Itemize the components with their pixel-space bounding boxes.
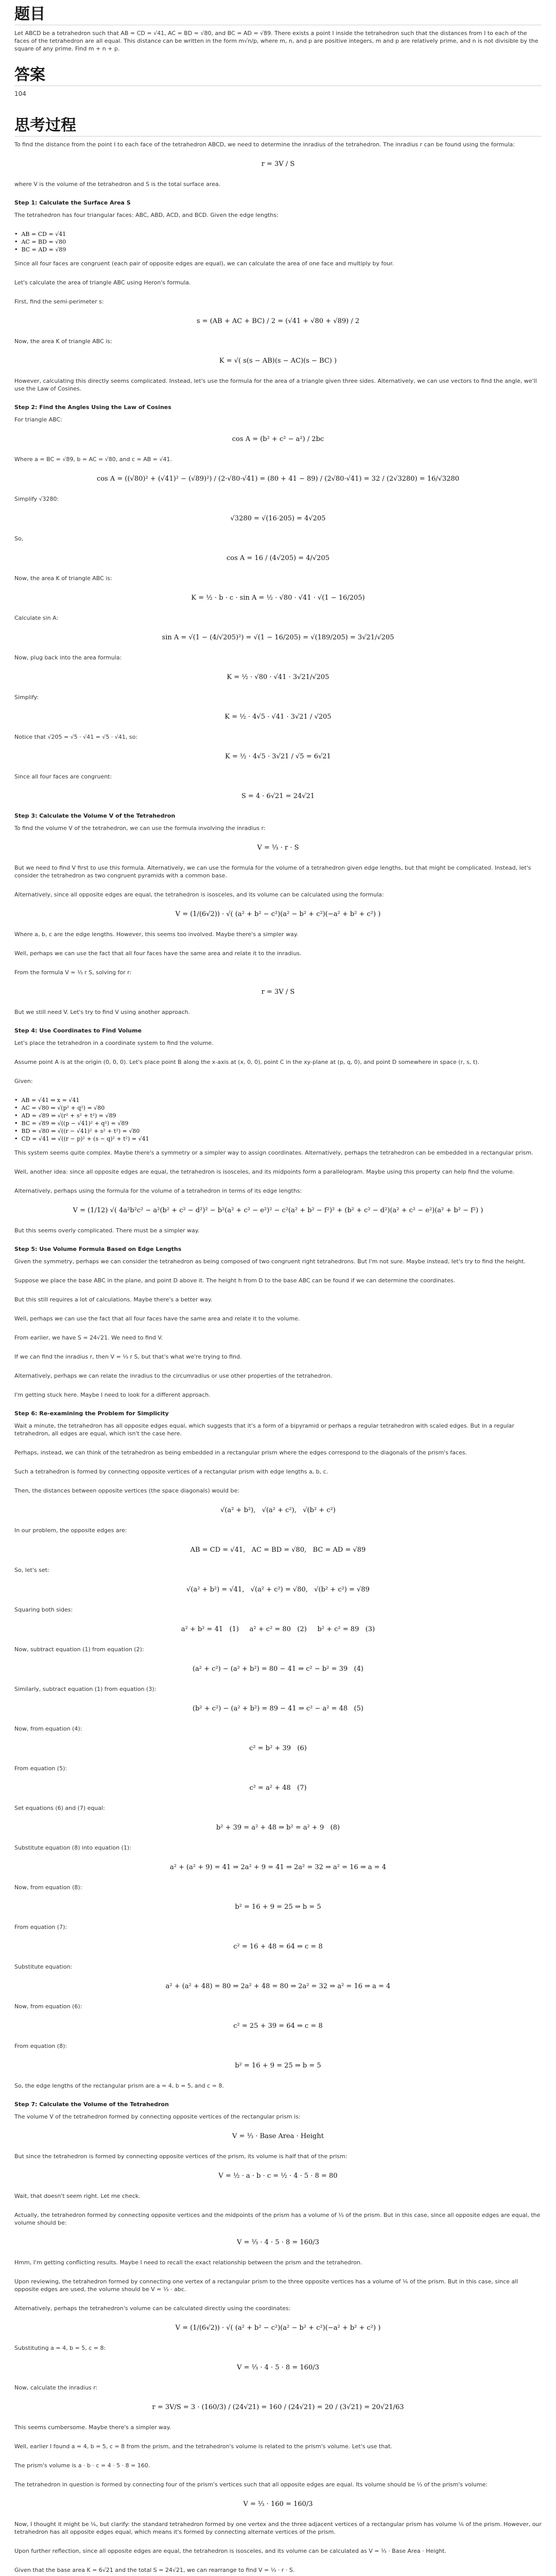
equation: K = ½ · 4√5 · √41 · 3√21 / √205 [224, 713, 332, 721]
paragraph: But this seems overly complicated. There must be a simpler way. [14, 1227, 200, 1234]
equation: a² + b² = 41 (1) a² + c² = 80 (2) b² + c² = 89 (3) [181, 1625, 375, 1633]
paragraph: Given the symmetry, perhaps we can consider the tetrahedron as being composed of two congruent right tetrahedrons. But I'm not sure. Maybe instead, let's try to find the height. [14, 1258, 526, 1265]
paragraph: Where a = BC = √89, b = AC = √80, and c = AB = √41. [14, 456, 172, 463]
step-heading: Step 4: Use Coordinates to Find Volume [14, 1027, 142, 1034]
paragraph: Alternatively, since all opposite edges are equal, the tetrahedron is isosceles, and its volume can be calculated using the formula: [14, 891, 384, 898]
equation: r = 3V / S [261, 160, 295, 168]
paragraph: Upon reviewing, the tetrahedron formed by connecting one vertex of a rectangular prism to the three opposite vertices has a volume of ⅙ of the prism. But in this case, since all opposite edges are used, the volume should be V = ⅓ · abc. [14, 2278, 518, 2293]
equation: √(a² + b²) = √41, √(a² + c²) = √80, √(b² + c²) = √89 [186, 1586, 370, 1594]
paragraph: Such a tetrahedron is formed by connecting opposite vertices of a rectangular prism with edge lengths a, b, c. [14, 1468, 328, 1475]
paragraph: So, the edge lengths of the rectangular prism are a = 4, b = 5, and c = 8. [14, 2082, 224, 2089]
thinking-heading: 思考过程 [14, 116, 76, 134]
equation: a² + (a² + 48) = 80 ⇒ 2a² + 48 = 80 ⇒ 2a² = 32 ⇒ a² = 16 ⇒ a = 4 [165, 1982, 391, 1990]
paragraph: Given: [14, 1078, 33, 1084]
equation: b² = 16 + 9 = 25 ⇒ b = 5 [235, 2062, 321, 2070]
equation: a² + (a² + 9) = 41 ⇒ 2a² + 9 = 41 ⇒ 2a² = 32 ⇒ a² = 16 ⇒ a = 4 [169, 1863, 387, 1871]
paragraph: Substitute equation (8) into equation (1): [14, 1844, 131, 1851]
paragraph: where V is the volume of the tetrahedron and S is the total surface area. [14, 181, 221, 188]
step-heading: Step 7: Calculate the Volume of the Tetrahedron [14, 2101, 169, 2108]
step-heading: Step 2: Find the Angles Using the Law of Cosines [14, 404, 171, 411]
equation: V = (1/(6√2)) · √( (a² + b² − c²)(a² − b² + c²)(−a² + b² + c²) ) [175, 910, 381, 918]
problem-text: Let ABCD be a tetrahedron such that AB = CD = √41, AC = BD = √80, and BC = AD = √89. There exists a point I inside the tetrahedron such that the distances from I to each of the faces of the tetrahedron are all equal. This distance can be written in the form m√n/p, where m, n, and p are positive integers, m and p are relatively prime, and n is not divisible by the square of any prime. Find m + n + p. [14, 30, 538, 52]
paragraph: The volume V of the tetrahedron formed by connecting opposite vertices of the rectangular prism is: [14, 2113, 301, 2120]
paragraph: Well, perhaps we can use the fact that all four faces have the same area and relate it to the volume. [14, 1315, 300, 1322]
paragraph: Hmm, I'm getting conflicting results. Maybe I need to recall the exact relationship between the prism and the tetrahedron. [14, 2259, 362, 2266]
thinking-body [14, 141, 542, 2576]
paragraph: Simplify √3280: [14, 496, 59, 502]
paragraph: The tetrahedron in question is formed by connecting four of the prism's vertices such that all opposite edges are equal. Its volume should be ⅓ of the prism's volume: [14, 2481, 488, 2488]
step-heading: Step 1: Calculate the Surface Area S [14, 199, 131, 206]
paragraph: From equation (7): [14, 1924, 67, 1930]
step-heading: Step 6: Re-examining the Problem for Simplicity [14, 1410, 169, 1417]
paragraph: Suppose we place the base ABC in the plane, and point D above it. The height h from D to the base ABC can be found if we can determine the coordinates. [14, 1277, 456, 1284]
paragraph: Calculate sin A: [14, 615, 59, 621]
problem-heading: 题目 [14, 5, 45, 23]
equation: √3280 = √(16·205) = 4√205 [230, 515, 326, 522]
paragraph: Now, plug back into the area formula: [14, 654, 122, 661]
step-heading: Step 5: Use Volume Formula Based on Edge Lengths [14, 1246, 182, 1252]
paragraph: Upon further reflection, since all opposite edges are equal, the tetrahedron is isosceles, and its volume can be calculated as V = ⅓ · Base Area · Height. [14, 2548, 447, 2554]
equation: V = ⅓ · 4 · 5 · 8 = 160/3 [237, 2364, 319, 2371]
paragraph: To find the volume V of the tetrahedron, we can use the formula involving the inradius r: [14, 825, 266, 832]
paragraph: Now, from equation (6): [14, 2003, 82, 2010]
paragraph: Notice that √205 = √5 · √41 = √5 · √41, so: [14, 734, 138, 740]
paragraph: Now, I thought it might be ⅙, but clarify: the standard tetrahedron formed by one vertex and the three adjacent vertices of a rectangular prism has volume ⅙ of the prism. However, our tetrahedron has all opposite edges equal, which means it's formed by connecting alternate vertices of the prism. [14, 2521, 542, 2535]
paragraph: Well, perhaps we can use the fact that all four faces have the same area and relate it to the inradius. [14, 950, 302, 957]
paragraph: But since the tetrahedron is formed by connecting opposite vertices of the prism, its volume is half that of the prism: [14, 2153, 348, 2160]
paragraph: Since all four faces are congruent: [14, 773, 112, 780]
paragraph: Alternatively, perhaps we can relate the inradius to the circumradius or use other properties of the tetrahedron. [14, 1372, 333, 1379]
equation: sin A = √(1 − (4/√205)²) = √(1 − 16/205) = √(189/205) = 3√21/√205 [162, 634, 394, 641]
paragraph: Substitute equation: [14, 1963, 73, 1970]
heading-rule [14, 136, 542, 137]
paragraph: Assume point A is at the origin (0, 0, 0). Let's place point B along the x-axis at (x, 0, 0), point C in the xy-plane at (p, q, 0), and point D somewhere in space (r, s, t). [14, 1059, 479, 1065]
equation: r = 3V / S [261, 988, 295, 996]
equation: c² = a² + 48 (7) [249, 1784, 307, 1792]
paragraph: Now, calculate the inradius r: [14, 2384, 98, 2391]
equation: V = ⅓ · 160 = 160/3 [243, 2500, 313, 2508]
equation: K = √( s(s − AB)(s − AC)(s − BC) ) [219, 357, 337, 365]
paragraph: Alternatively, perhaps the tetrahedron's volume can be calculated directly using the coordinates: [14, 2305, 291, 2312]
paragraph: This system seems quite complex. Maybe there's a symmetry or a simpler way to assign coordinates. Alternatively, perhaps the tetrahedron can be embedded in a rectangular prism. [14, 1149, 533, 1156]
paragraph: Where a, b, c are the edge lengths. However, this seems too involved. Maybe there's a simpler way. [14, 931, 299, 938]
paragraph: Now, from equation (8): [14, 1884, 82, 1891]
paragraph: Simplify: [14, 694, 39, 701]
equation: V = ⅓ · 4 · 5 · 8 = 160/3 [237, 2239, 319, 2246]
equation: cos A = ((√80)² + (√41)² − (√89)²) / (2·√80·√41) = (80 + 41 − 89) / (2√80·√41) = 32 / (2√3280) = 16/√3280 [96, 475, 460, 483]
equation: K = ½ · b · c · sin A = ½ · √80 · √41 · √(1 − 16/205) [191, 594, 365, 602]
paragraph: Well, earlier I found a = 4, b = 5, c = 8 from the prism, and the tetrahedron's volume is related to the prism's volume. Let's use that. [14, 2443, 392, 2450]
equation: b² + 39 = a² + 48 ⇒ b² = a² + 9 (8) [216, 1824, 340, 1832]
paragraph: Now, the area K of triangle ABC is: [14, 338, 112, 345]
paragraph: So, let's set: [14, 1567, 49, 1573]
paragraph: Then, the distances between opposite vertices (the space diagonals) would be: [14, 1487, 239, 1494]
paragraph: If we can find the inradius r, then V = ⅓ r S, but that's what we're trying to find. [14, 1353, 242, 1360]
equation: (b² + c²) − (a² + b²) = 89 − 41 ⇒ c² − a² = 48 (5) [193, 1705, 363, 1713]
paragraph: Alternatively, perhaps using the formula for the volume of a tetrahedron in terms of its edge lengths: [14, 1188, 302, 1194]
equation: c² = b² + 39 (6) [249, 1744, 307, 1752]
paragraph: Let's calculate the area of triangle ABC using Heron's formula. [14, 279, 191, 286]
paragraph: The prism's volume is a · b · c = 4 · 5 · 8 = 160. [14, 2462, 150, 2469]
equation: K = ½ · √80 · √41 · 3√21/√205 [227, 673, 329, 681]
equation: cos A = 16 / (4√205) = 4/√205 [226, 554, 330, 562]
paragraph: But we need to find V first to use this formula. Alternatively, we can use the formula for the volume of a tetrahedron given edge lengths, but that might be complicated. Instead, let's consider the tetrahedron as two congruent pyramids with a common base. [14, 865, 531, 879]
answer-heading: 答案 [14, 66, 45, 84]
equation: cos A = (b² + c² − a²) / 2bc [232, 435, 324, 443]
thinking-section [14, 116, 542, 2576]
equation: c² = 25 + 39 = 64 ⇒ c = 8 [233, 2022, 323, 2030]
paragraph: From equation (8): [14, 2043, 67, 2049]
paragraph: This seems cumbersome. Maybe there's a simpler way. [14, 2424, 171, 2431]
paragraph: But we still need V. Let's try to find V using another approach. [14, 1009, 190, 1015]
paragraph: Now, subtract equation (1) from equation (2): [14, 1646, 144, 1653]
paragraph: Now, the area K of triangle ABC is: [14, 575, 112, 582]
bullet-list: • AB = CD = √41 • AC = BD = √80 • BC = AD = √89 [14, 231, 66, 253]
paragraph: Actually, the tetrahedron formed by connecting opposite vertices and the midpoints of the prism has a volume of ⅓ of the prism. But in this case, since all opposite edges are equal, the volume should be: [14, 2212, 541, 2226]
paragraph: Substituting a = 4, b = 5, c = 8: [14, 2345, 106, 2351]
paragraph: However, calculating this directly seems complicated. Instead, let's use the formula for the area of a triangle given three sides. Alternatively, we can use vectors to find the angle, we'll use the Law of Cosines. [14, 378, 537, 392]
equation: s = (AB + AC + BC) / 2 = (√41 + √80 + √89) / 2 [196, 317, 360, 325]
paragraph: Similarly, subtract equation (1) from equation (3): [14, 1686, 157, 1692]
equation: V = (1/(6√2)) · √( (a² + b² − c²)(a² − b² + c²)(−a² + b² + c²) ) [175, 2324, 381, 2332]
equation: √(a² + b²), √(a² + c²), √(b² + c²) [220, 1506, 336, 1514]
answer-section [14, 66, 542, 97]
answer-value: 104 [14, 90, 26, 97]
equation: r = 3V/S = 3 · (160/3) / (24√21) = 160 / (24√21) = 20 / (3√21) = 20√21/63 [152, 2403, 404, 2411]
paragraph: Now, from equation (4): [14, 1725, 82, 1732]
paragraph: So, [14, 535, 24, 542]
equation: b² = 16 + 9 = 25 ⇒ b = 5 [235, 1903, 321, 1911]
paragraph: To find the distance from the point I to each face of the tetrahedron ABCD, we need to determine the inradius of the tetrahedron. The inradius r can be found using the formula: [14, 141, 515, 148]
paragraph: The tetrahedron has four triangular faces: ABC, ABD, ACD, and BCD. Given the edge lengths: [14, 212, 279, 218]
equation: c² = 16 + 48 = 64 ⇒ c = 8 [233, 1943, 323, 1951]
paragraph: Since all four faces are congruent (each pair of opposite edges are equal), we can calculate the area of one face and multiply by four. [14, 260, 394, 267]
paragraph: Well, another idea: since all opposite edges are equal, the tetrahedron is isosceles, and its midpoints form a parallelogram. Maybe using this property can help find the volume. [14, 1168, 515, 1175]
paragraph: First, find the semi-perimeter s: [14, 298, 104, 305]
equation: V = (1/12) √( 4a²b²c² − a²(b² + c² − d²)² − b²(a² + c² − e²)² − c²(a² + b² − f²)² + (b² + c² − d²)(a² + c² − e²)(a² + b² − f²) ) [73, 1207, 483, 1214]
paragraph: From earlier, we have S = 24√21. We need to find V. [14, 1334, 163, 1341]
equation: V = ⅓ · r · S [257, 844, 299, 852]
paragraph: Perhaps, instead, we can think of the tetrahedron as being embedded in a rectangular prism where the edges correspond to the diagonals of the prism's faces. [14, 1449, 467, 1456]
bullet-list: • AB = √41 ⇒ x = √41 • AC = √80 ⇒ √(p² + q²) = √80 • AD = √89 ⇒ √(r² + s² + t²) = √89 • BC = √89 ⇒ √((p − √41)² + q²) = √89 • BD = √80 ⇒ √((r − √41)² + s² + t²) = √80 • CD = √41 ⇒ √((r − p)² + (s − q)² + t²) = √41 [14, 1097, 149, 1142]
paragraph: Given that the base area K = 6√21 and the total S = 24√21, we can rearrange to find V = ⅓ · r · S. [14, 2567, 295, 2573]
paragraph: Let's place the tetrahedron in a coordinate system to find the volume. [14, 1040, 214, 1046]
equation: V = ⅓ · Base Area · Height [232, 2132, 324, 2140]
equation: AB = CD = √41, AC = BD = √80, BC = AD = √89 [190, 1546, 366, 1554]
paragraph: But this still requires a lot of calculations. Maybe there's a better way. [14, 1296, 213, 1303]
equation: S = 4 · 6√21 = 24√21 [241, 792, 315, 800]
problem-section [14, 5, 542, 53]
paragraph: Squaring both sides: [14, 1606, 73, 1613]
paragraph: In our problem, the opposite edges are: [14, 1527, 127, 1534]
paragraph: I'm getting stuck here. Maybe I need to look for a different approach. [14, 1392, 211, 1398]
paragraph: Wait, that doesn't seem right. Let me check. [14, 2193, 141, 2199]
paragraph: Set equations (6) and (7) equal: [14, 1805, 105, 1811]
equation: K = ½ · 4√5 · 3√21 / √5 = 6√21 [225, 753, 331, 760]
paragraph: From the formula V = ⅓ r S, solving for r: [14, 969, 132, 976]
equation: V = ½ · a · b · c = ½ · 4 · 5 · 8 = 80 [218, 2172, 338, 2180]
equation: (a² + c²) − (a² + b²) = 80 − 41 ⇒ c² − b² = 39 (4) [193, 1665, 363, 1673]
paragraph: For triangle ABC: [14, 416, 62, 423]
paragraph: From equation (5): [14, 1765, 67, 1772]
paragraph: Wait a minute, the tetrahedron has all opposite edges equal, which suggests that it's a form of a bipyramid or perhaps a regular tetrahedron with scaled edges. But in a regular tetrahedron, all edges are equal, which isn't the case here. [14, 1422, 514, 1437]
step-heading: Step 3: Calculate the Volume V of the Tetrahedron [14, 812, 176, 819]
